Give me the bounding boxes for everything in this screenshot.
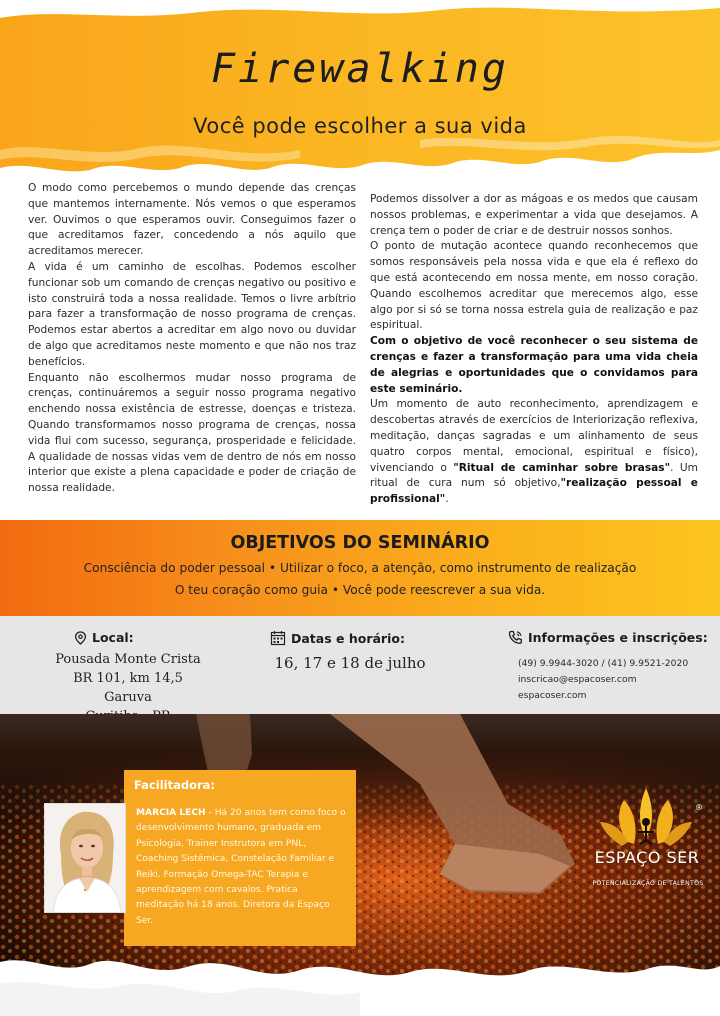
website-link[interactable]: espacoser.com	[518, 690, 587, 701]
location-pin-icon	[74, 631, 87, 645]
info-band	[0, 616, 720, 714]
facilitator-portrait	[44, 803, 126, 913]
dates-heading	[270, 630, 405, 646]
paragraph-bold	[370, 334, 698, 397]
text-run: .	[445, 493, 449, 506]
paragraph: Podemos dissolver a dor as mágoas e os medos que causam nossos problemas, e experimentar a vida que desejamos. A crença tem o poder de criar e de destruir nossos sonhos.	[370, 193, 698, 237]
facilitator-description: - Há 20 anos tem como foco o desenvolvimento humano, graduada em Psicologia, Trainer Instrutora em PNL, Coaching Sistêmica, Constelação Familiar e Reiki. Formação Omega-TAC Terapia e aprendizagem com cavalos. Pratica meditação há 18 anos. Diretora da Espaço Ser.	[136, 808, 346, 926]
text-run: . Um ritual de cura num só objetivo,	[370, 461, 698, 490]
page-subtitle: Você pode escolher a sua vida	[193, 114, 527, 138]
local-heading	[74, 630, 134, 645]
paragraph: O ponto de mutação acontece quando reconhecemos que somos responsáveis pela nossa vida e que ela é reflexo do que está acontecendo em nossa mente, em nosso coração. Quando escolhemos acreditar que merecemos algo, esse algo por si só se torna nossa estrela guia de realização e paz espiritual.	[370, 240, 698, 332]
header-banner	[0, 0, 720, 180]
phone-numbers: (49) 9.9944-3020 / (41) 9.9521-2020	[518, 658, 689, 669]
paragraph: A vida é um caminho de escolhas. Podemos escolher funcionar sob um comando de crenças negativo ou positivo e isto construirá toda a nossa realidade. Temos o livre arbítrio para fazer a transformação de nosso programa de crenças. Podemos estar abertos a acreditar em algo novo ou duvidar de algo que acreditamos neste momento e que não nos traz benefícios.	[28, 260, 356, 368]
espaco-ser-logo-icon	[582, 782, 714, 894]
bold-text: "Ritual de caminhar sobre brasas"	[453, 461, 671, 474]
calendar-icon	[270, 630, 286, 646]
paragraph: O modo como percebemos o mundo depende das crenças que mantemos internamente. Nós vemos o que esperamos ver. Ouvimos o que esperamos ouvir. Conseguimos fazer o que acreditamos fazer, concedendo a nós aquilo que acreditamos merecer.	[28, 182, 356, 258]
dates-value: 16, 17 e 18 de julho	[274, 654, 426, 672]
contact-details	[518, 656, 688, 704]
left-text-column	[28, 181, 356, 497]
facilitator-name: MARCIA LECH	[136, 808, 206, 818]
objectives-line-2: O teu coração como guia • Você pode reescrever a sua vida.	[174, 583, 546, 597]
facilitator-bio	[134, 806, 346, 929]
text-run: Um momento de auto reconhecimento, aprendizagem e descobertas através de exercícios de Interiorização reflexiva, meditação, danças sagradas e um alinhamento de seus quatro corpos mental, emocional, espiritual e físico), vivenciando o	[370, 398, 698, 474]
bold-text: Com o objetivo de você reconhecer o seu sistema de crenças e fazer a transformação para uma vida cheia de alegrias e oportunidades que o convidamos para este seminário.	[370, 335, 698, 395]
page-title: Firewalking	[211, 46, 509, 92]
facilitator-card	[124, 770, 356, 946]
paragraph: Enquanto não escolhermos mudar nosso programa de crenças, continuáremos a seguir nosso programa negativo enchendo nossa existência de estresse, doenças e tristeza. Quando transformamos nosso programa de crenças, nossa vida flui com sucesso, segurança, prosperidade e felicidade. A qualidade de nossas vidas vem de dentro de nós em nosso interior que existe a plena capacidade e poder de criação de nossa realidade.	[28, 371, 356, 495]
email-link[interactable]: inscricao@espacoser.com	[518, 674, 637, 685]
objectives-band	[0, 520, 720, 616]
address-line: Pousada Monte Crista	[55, 652, 201, 667]
woman-portrait-image	[45, 804, 126, 913]
objectives-line-1: Consciência do poder pessoal • Utilizar o foco, a atenção, como instrumento de realização	[83, 561, 637, 575]
logo-name: ESPAÇO SER	[594, 848, 700, 867]
registered-mark: ®	[695, 803, 703, 812]
contact-heading	[508, 630, 708, 645]
logo-tagline: POTENCIALIZAÇÃO DE TALENTOS	[592, 880, 704, 887]
objectives-title: OBJETIVOS DO SEMINÁRIO	[230, 533, 490, 553]
facilitator-label: Facilitadora:	[134, 778, 216, 792]
right-text-column	[370, 192, 698, 508]
contact-label: Informações e inscrições:	[528, 630, 708, 645]
paragraph	[370, 397, 698, 508]
bold-text: "realização pessoal e profissional"	[370, 477, 698, 506]
local-label: Local:	[92, 630, 134, 645]
dates-label: Datas e horário:	[291, 630, 405, 646]
address-line: BR 101, km 14,5 Garuva	[73, 671, 183, 705]
phone-icon	[508, 630, 523, 645]
